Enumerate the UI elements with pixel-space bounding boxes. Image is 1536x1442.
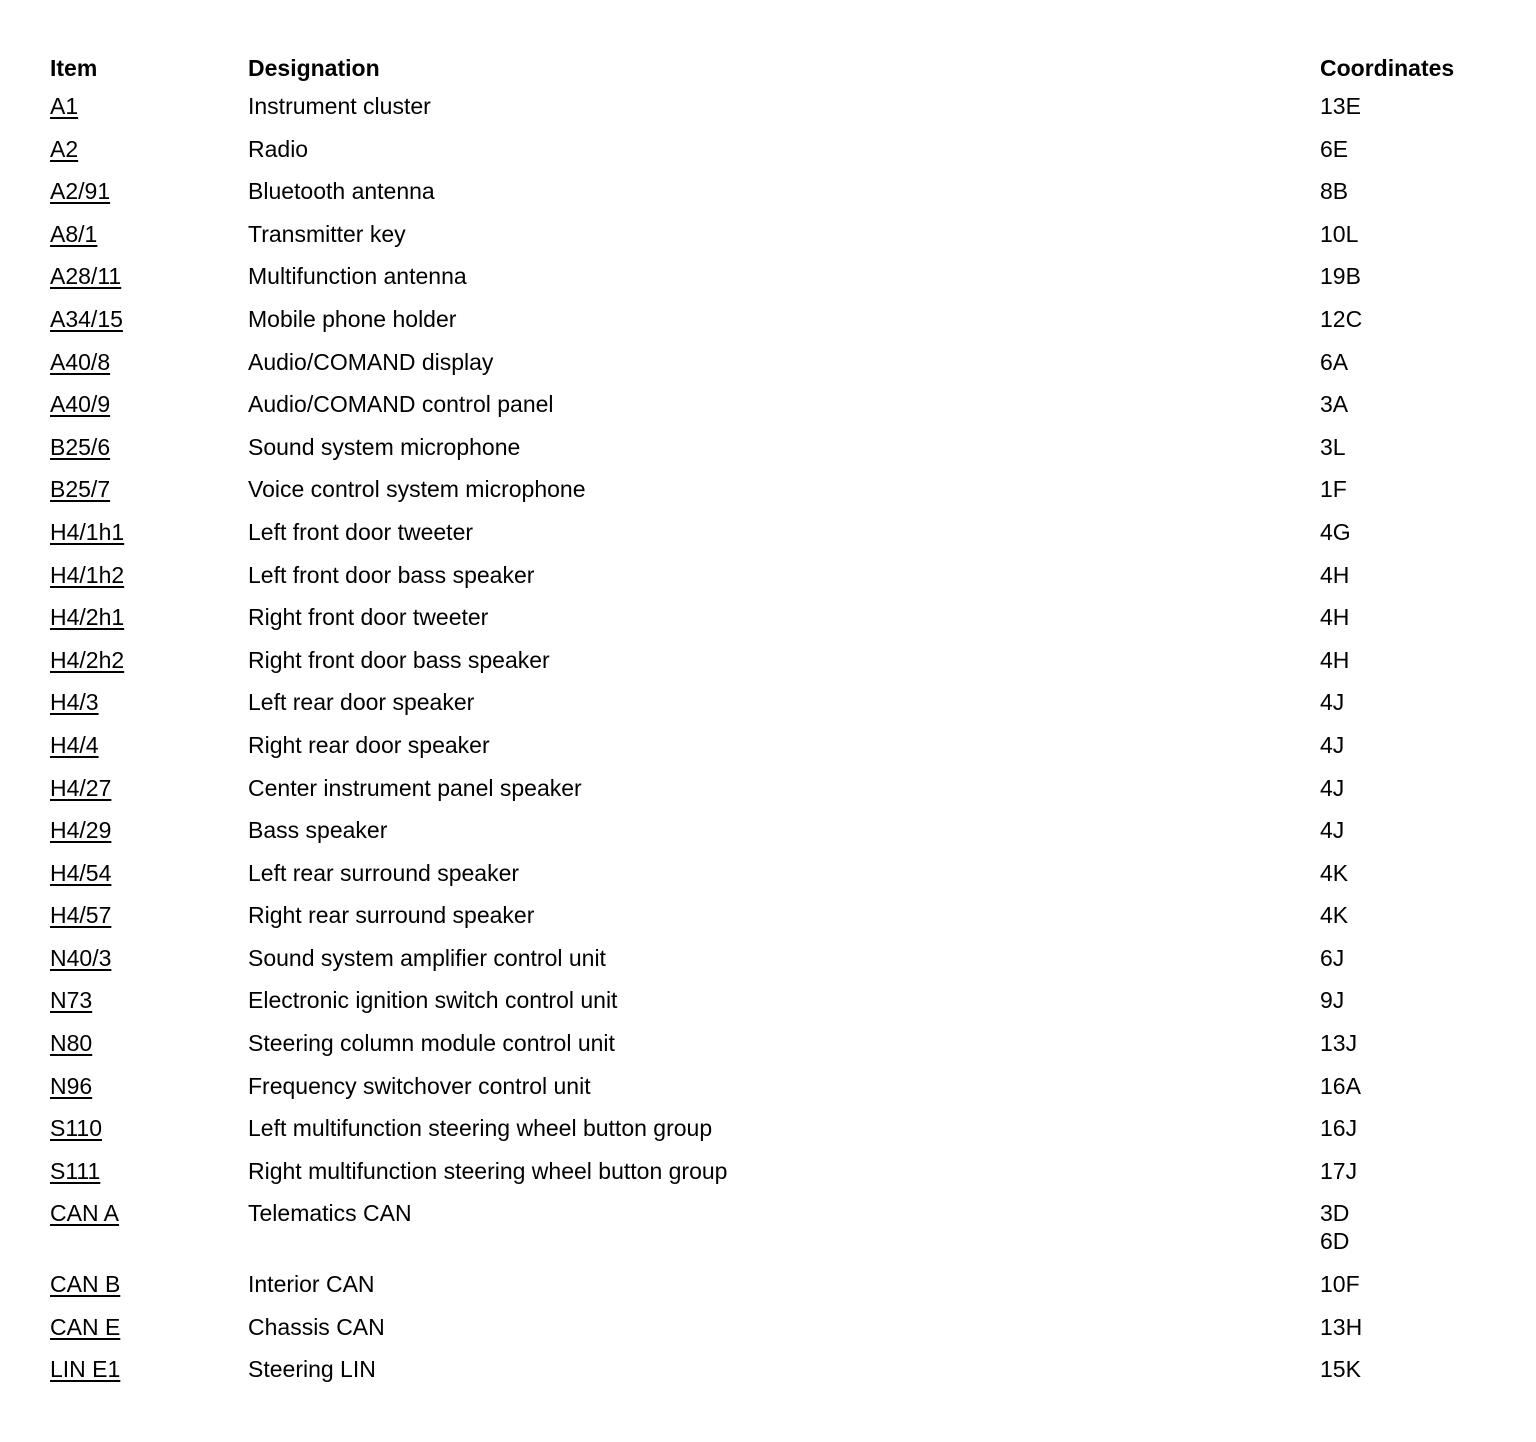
table-row [50,1305,1490,1348]
coordinate-value: 13E [1320,93,1361,119]
designation-cell: Transmitter key [248,220,406,247]
item-link[interactable]: S110 [50,1115,103,1142]
designation-cell: Left rear door speaker [248,689,475,716]
item-link[interactable]: A40/9 [50,391,111,418]
item-cell [50,901,248,929]
coordinate-value: 16J [1320,1115,1358,1142]
coordinate-value: 19B [1320,263,1361,290]
item-link[interactable]: H4/1h1 [50,518,125,545]
table-body [50,84,1490,1390]
designation-cell: Chassis CAN [248,1313,385,1340]
table-row [50,1064,1490,1107]
coordinate-value: 15K [1320,1356,1361,1383]
coordinate-value: 10F [1320,1271,1360,1298]
table-row [50,382,1490,425]
table-row [50,84,1490,127]
item-cell [50,986,248,1014]
designation-cell: Sound system amplifier control unit [248,944,606,971]
item-link[interactable]: CAN B [50,1271,121,1298]
designation-cell: Instrument cluster [248,93,431,119]
item-link[interactable]: H4/57 [50,902,112,929]
item-cell [50,518,248,546]
item-cell [50,262,248,290]
designation-column-header: Designation [248,54,380,81]
coordinate-value: 1F [1320,476,1347,503]
item-link[interactable]: H4/2h2 [50,646,125,673]
item-cell [50,92,248,120]
coordinate-value: 4H [1320,646,1350,673]
item-link[interactable]: H4/54 [50,859,112,886]
item-link[interactable]: H4/1h2 [50,561,125,588]
table-row [50,1149,1490,1192]
item-link[interactable]: H4/29 [50,817,112,844]
coordinate-value: 4K [1320,859,1349,886]
coordinates-cell [1320,901,1490,929]
coordinates-cell [1320,1157,1490,1185]
item-link[interactable]: CAN A [50,1200,120,1227]
item-link[interactable]: CAN E [50,1313,121,1340]
item-cell [50,177,248,205]
item-link[interactable]: H4/3 [50,689,99,716]
coordinate-value: 4H [1320,604,1350,631]
coordinates-cell [1320,518,1490,546]
table-row [50,254,1490,297]
coordinates-cell [1320,262,1490,290]
designation-cell: Steering LIN [248,1356,376,1383]
coordinate-value: 4J [1320,817,1345,844]
table-row [50,595,1490,638]
table-row [50,127,1490,170]
item-cell [50,603,248,631]
table-row [50,1106,1490,1149]
coordinates-cell [1320,348,1490,376]
item-cell [50,1313,248,1341]
item-cell [50,859,248,887]
table-row [50,425,1490,468]
item-cell [50,774,248,802]
coordinates-cell [1320,390,1490,418]
coordinates-cell [1320,688,1490,716]
table-row [50,723,1490,766]
item-link[interactable]: B25/7 [50,476,111,503]
table-row [50,510,1490,553]
item-link[interactable]: A8/1 [50,220,98,247]
designation-cell: Steering column module control unit [248,1030,615,1057]
coordinates-cell [1320,1270,1490,1298]
coordinates-cell [1320,731,1490,759]
item-link[interactable]: A40/8 [50,348,111,375]
designation-cell: Frequency switchover control unit [248,1072,591,1099]
coordinate-value: 16A [1320,1072,1361,1099]
coordinate-value: 6A [1320,348,1349,375]
coordinate-value: 9J [1320,987,1345,1014]
designation-cell: Sound system microphone [248,433,521,460]
designation-cell: Right rear door speaker [248,731,490,758]
designation-cell: Audio/COMAND control panel [248,391,554,418]
designation-cell: Right multifunction steering wheel button group [248,1157,728,1184]
item-link[interactable]: A34/15 [50,305,123,332]
item-link[interactable]: A2/91 [50,178,111,205]
item-cell [50,1029,248,1057]
coordinates-cell [1320,220,1490,248]
table-row [50,893,1490,936]
coordinate-value: 10L [1320,220,1359,247]
designation-cell: Interior CAN [248,1271,375,1298]
item-cell [50,688,248,716]
item-cell [50,1072,248,1100]
designation-cell: Voice control system microphone [248,476,586,503]
table-row [50,808,1490,851]
item-cell [50,348,248,376]
coordinate-value: 17J [1320,1157,1358,1184]
coordinate-value: 8B [1320,178,1349,205]
item-cell [50,646,248,674]
item-cell [50,1270,248,1298]
coordinate-value: 3L [1320,433,1346,460]
coordinates-cell [1320,1072,1490,1100]
coordinate-value: 4J [1320,689,1345,716]
table-row [50,1021,1490,1064]
designation-cell: Left rear surround speaker [248,859,520,886]
designation-cell: Center instrument panel speaker [248,774,582,801]
coordinates-cell [1320,1355,1490,1383]
coordinate-value: 6E [1320,135,1349,162]
coordinates-cell [1320,603,1490,631]
designation-cell: Left front door tweeter [248,518,474,545]
item-link[interactable]: LIN E1 [50,1356,121,1383]
designation-cell: Mobile phone holder [248,305,457,332]
coordinate-value: 4H [1320,561,1350,588]
coordinates-cell [1320,859,1490,887]
component-legend-table [50,52,1490,1390]
item-cell [50,816,248,844]
designation-cell: Left front door bass speaker [248,561,535,588]
table-row [50,1191,1490,1262]
coordinate-value: 3D [1320,1200,1350,1227]
designation-cell: Right front door bass speaker [248,646,550,673]
coordinates-cell [1320,1313,1490,1341]
table-row [50,553,1490,596]
item-cell [50,220,248,248]
item-link[interactable]: N96 [50,1072,93,1099]
coordinates-cell [1320,561,1490,589]
coordinates-cell [1320,475,1490,503]
table-row [50,638,1490,681]
designation-cell: Radio [248,135,309,162]
item-cell [50,1355,248,1383]
coordinate-value: 4J [1320,731,1345,758]
item-cell [50,390,248,418]
table-row [50,1347,1490,1390]
designation-cell: Bluetooth antenna [248,178,435,205]
item-link[interactable]: N80 [50,1030,93,1057]
coordinates-cell [1320,1199,1490,1255]
item-link[interactable]: A2 [50,135,79,162]
item-cell [50,1199,248,1227]
table-row [50,467,1490,510]
table-row [50,212,1490,255]
coordinate-value: 13H [1320,1313,1363,1340]
coordinates-cell [1320,774,1490,802]
coordinates-cell [1320,92,1490,120]
table-row [50,766,1490,809]
item-cell [50,561,248,589]
designation-cell: Electronic ignition switch control unit [248,987,618,1014]
table-row [50,1262,1490,1305]
coordinates-cell [1320,177,1490,205]
item-cell [50,1157,248,1185]
item-cell [50,135,248,163]
coordinates-cell [1320,646,1490,674]
item-cell [50,944,248,972]
coordinate-value: 4J [1320,774,1345,801]
designation-cell: Multifunction antenna [248,263,467,290]
item-link[interactable]: S111 [50,1157,101,1184]
table-row [50,936,1490,979]
item-link[interactable]: H4/2h1 [50,604,125,631]
coordinate-value: 4G [1320,518,1351,545]
item-cell [50,433,248,461]
coordinates-cell [1320,816,1490,844]
item-link[interactable]: N40/3 [50,944,112,971]
designation-cell: Left multifunction steering wheel button group [248,1115,713,1142]
coordinates-cell [1320,1114,1490,1142]
item-cell [50,1114,248,1142]
table-row [50,340,1490,383]
item-cell [50,475,248,503]
item-link[interactable]: A28/11 [50,263,122,290]
coordinate-value: 3A [1320,391,1349,418]
coordinates-cell [1320,986,1490,1014]
designation-cell: Telematics CAN [248,1200,412,1227]
item-link[interactable]: H4/27 [50,774,112,801]
item-column-header: Item [50,54,98,81]
coordinate-value: 13J [1320,1030,1358,1057]
designation-cell: Audio/COMAND display [248,348,494,375]
coordinate-value: 12C [1320,305,1363,332]
table-header [50,52,1490,84]
table-row [50,169,1490,212]
table-row [50,680,1490,723]
item-cell [50,305,248,333]
table-row [50,851,1490,894]
coordinate-value: 6J [1320,944,1345,971]
item-link[interactable]: N73 [50,987,93,1014]
item-link[interactable]: B25/6 [50,433,111,460]
designation-cell: Bass speaker [248,817,388,844]
coordinates-cell [1320,944,1490,972]
table-row [50,297,1490,340]
item-link[interactable]: H4/4 [50,731,99,758]
coordinates-column-header: Coordinates [1320,54,1455,81]
coordinates-cell [1320,305,1490,333]
coordinate-value: 6D [1320,1228,1350,1255]
item-cell [50,731,248,759]
coordinates-cell [1320,135,1490,163]
item-link[interactable]: A1 [50,93,79,119]
coordinates-cell [1320,433,1490,461]
coordinate-value: 4K [1320,902,1349,929]
designation-cell: Right front door tweeter [248,604,489,631]
coordinates-cell [1320,1029,1490,1057]
table-row [50,978,1490,1021]
designation-cell: Right rear surround speaker [248,902,535,929]
